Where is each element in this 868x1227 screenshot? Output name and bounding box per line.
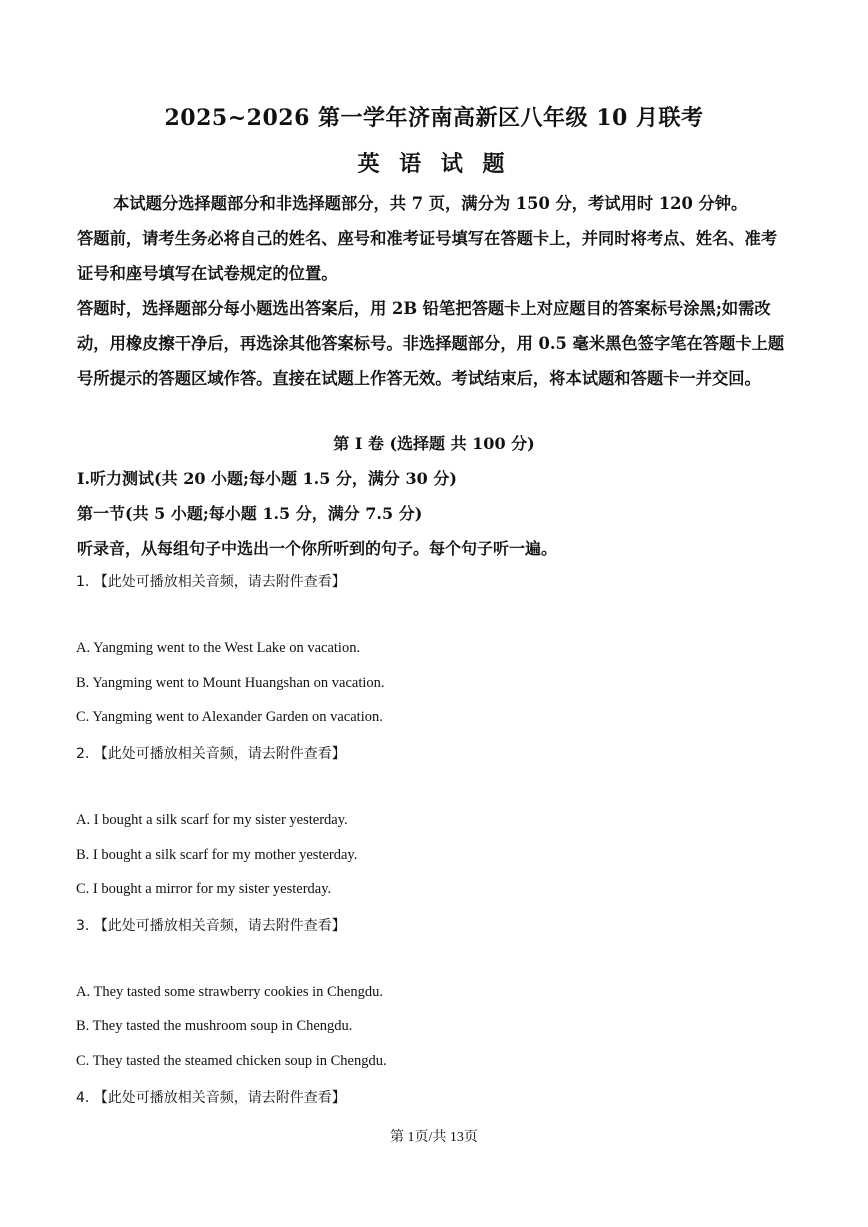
subsection-heading: 第一节(共 5 小题;每小题 1.5 分，满分 7.5 分) <box>77 504 423 523</box>
answer-option: C. I bought a mirror for my sister yesterday. <box>76 881 332 897</box>
part-heading: Ⅰ.听力测试(共 20 小题;每小题 1.5 分，满分 30 分) <box>77 469 457 488</box>
exam-title: 2025~2026 第一学年济南高新区八年级 10 月联考 <box>164 105 704 131</box>
page-number: 第 1页/共 13页 <box>390 1130 478 1145</box>
answer-option: A. Yangming went to the West Lake on vacation. <box>76 640 361 656</box>
answer-option: A. They tasted some strawberry cookies in Chengdu. <box>76 984 383 1000</box>
instruction-paragraph: 本试题分选择题部分和非选择题部分，共 7 页，满分为 150 分，考试用时 120 分钟。 <box>113 194 748 213</box>
section-directions: 听录音，从每组句子中选出一个你所听到的句子。每个句子听一遍。 <box>77 539 558 558</box>
question-prompt-audio[interactable]: 2. 【此处可播放相关音频，请去附件查看】 <box>76 746 346 762</box>
answer-option: B. I bought a silk scarf for my mother yesterday. <box>76 847 358 863</box>
question-prompt-audio[interactable]: 3. 【此处可播放相关音频，请去附件查看】 <box>76 918 346 934</box>
answer-option: A. I bought a silk scarf for my sister yesterday. <box>76 812 348 828</box>
instruction-paragraph: 答题时，选择题部分每小题选出答案后，用 2B 铅笔把答题卡上对应题目的答案标号涂黑;如需改动，用橡皮擦干净后，再选涂其他答案标号。非选择题部分，用 0.5 毫米黑色签字笔在答题卡上题号所提示的答题区域作答。直接在试题上作答无效。考试结束后，将本试题和答题卡一并交回。 <box>77 299 785 388</box>
question-prompt-audio[interactable]: 1. 【此处可播放相关音频，请去附件查看】 <box>76 574 346 590</box>
instruction-paragraph: 答题前，请考生务必将自己的姓名、座号和准考证号填写在答题卡上，并同时将考点、姓名、准考证号和座号填写在试卷规定的位置。 <box>77 229 778 283</box>
answer-option: B. They tasted the mushroom soup in Chengdu. <box>76 1018 353 1034</box>
exam-subject-title: 英 语 试 题 <box>357 151 511 177</box>
answer-option: C. They tasted the steamed chicken soup in Chengdu. <box>76 1053 387 1069</box>
question-prompt-audio[interactable]: 4. 【此处可播放相关音频，请去附件查看】 <box>76 1090 346 1106</box>
answer-option: B. Yangming went to Mount Huangshan on vacation. <box>76 675 385 691</box>
answer-option: C. Yangming went to Alexander Garden on vacation. <box>76 709 383 725</box>
volume-heading: 第 I 卷 (选择题 共 100 分) <box>333 434 535 453</box>
exam-instructions <box>77 186 793 396</box>
